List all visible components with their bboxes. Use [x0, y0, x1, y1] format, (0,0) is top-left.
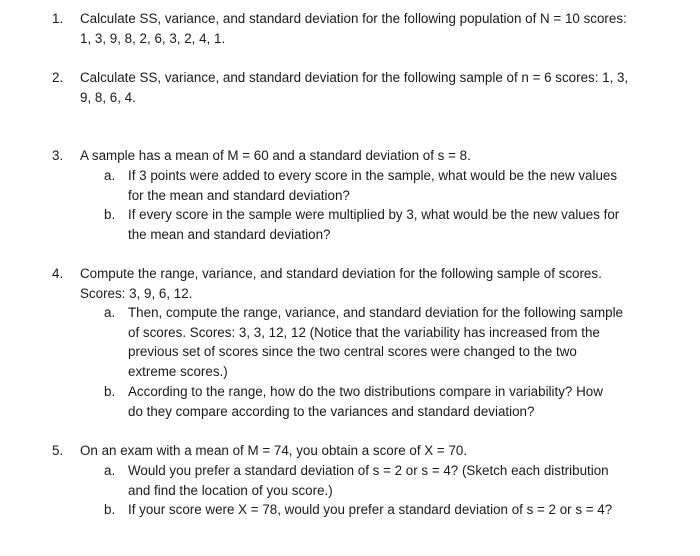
problem-number: 1. [52, 11, 64, 26]
sub-letter: b. [104, 384, 116, 399]
problem-text [80, 9, 650, 48]
problem-line: A sample has a mean of M = 60 and a standard deviation of s = 8. [80, 148, 471, 163]
problem-line: Calculate SS, variance, and standard deviation for the following sample of n = 6 scores: 1, 3, [80, 70, 629, 85]
sub-line: of scores. Scores: 3, 3, 12, 12 (Notice that the variability has increased from the [128, 324, 600, 340]
sub-line: and find the location of you score.) [128, 482, 333, 498]
problem-number: 3. [52, 148, 64, 163]
problem-number: 4. [52, 266, 64, 281]
problem-text [80, 68, 650, 107]
sub-text [128, 500, 648, 520]
sub-text [128, 382, 648, 421]
sub-text [128, 205, 648, 244]
problem-line: 1, 3, 9, 8, 2, 6, 3, 2, 4, 1. [80, 30, 226, 46]
problem-line: Scores: 3, 9, 6, 12. [80, 285, 193, 301]
problem-number: 5. [52, 443, 64, 458]
sub-text [128, 461, 648, 500]
sub-line: If your score were X = 78, would you prefer a standard deviation of s = 2 or s = 4? [128, 502, 613, 517]
sub-line: the mean and standard deviation? [128, 226, 331, 242]
sub-line: do they compare according to the variances and standard deviation? [128, 403, 535, 419]
problem-line: Calculate SS, variance, and standard deviation for the following population of N = 10 scores: [80, 11, 627, 26]
sub-line: for the mean and standard deviation? [128, 187, 350, 203]
sub-text [128, 166, 648, 205]
sub-line: extreme scores.) [128, 363, 228, 379]
sub-letter: b. [104, 207, 116, 222]
sub-line: If 3 points were added to every score in the sample, what would be the new values [128, 168, 618, 183]
sub-letter: a. [104, 305, 116, 320]
sub-line: previous set of scores since the two central scores were changed to the two [128, 344, 577, 360]
problem-line: 9, 8, 6, 4. [80, 89, 136, 105]
problem-line: Compute the range, variance, and standard deviation for the following sample of scores. [80, 266, 602, 281]
sub-line: According to the range, how do the two distributions compare in variability? How [128, 384, 603, 399]
sub-line: Then, compute the range, variance, and standard deviation for the following sample [128, 305, 624, 320]
problem-number: 2. [52, 70, 64, 85]
problem-text [80, 441, 650, 461]
sub-letter: a. [104, 463, 116, 478]
problem-text [80, 264, 650, 303]
sub-letter: a. [104, 168, 116, 183]
sub-text [128, 303, 648, 381]
problem-line: On an exam with a mean of M = 74, you obtain a score of X = 70. [80, 443, 468, 458]
problem-text [80, 146, 650, 166]
sub-line: Would you prefer a standard deviation of s = 2 or s = 4? (Sketch each distribution [128, 463, 609, 478]
sub-letter: b. [104, 502, 116, 517]
sub-line: If every score in the sample were multiplied by 3, what would be the new values for [128, 207, 620, 222]
